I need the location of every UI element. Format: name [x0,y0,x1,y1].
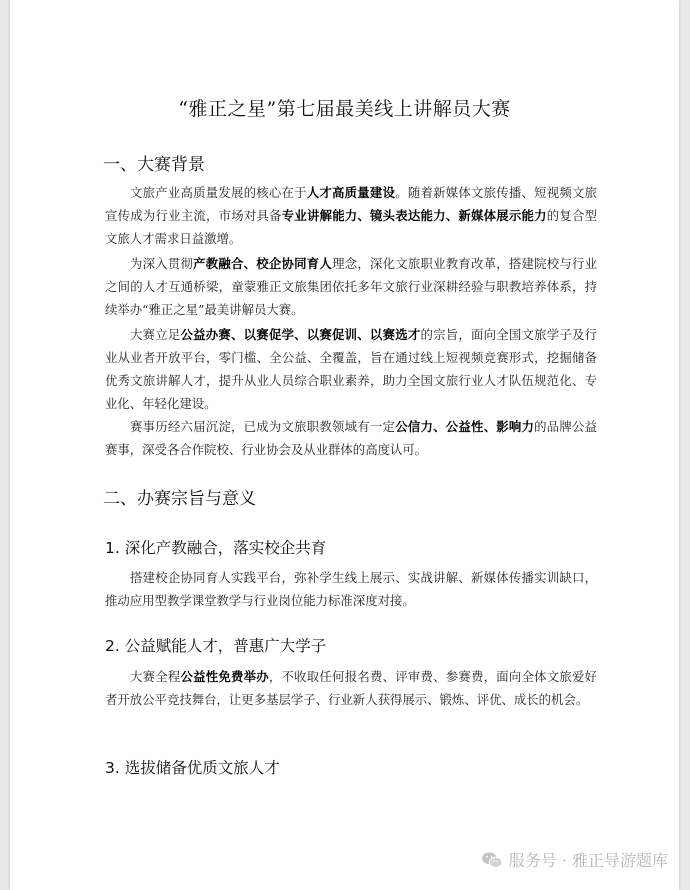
watermark [481,848,668,871]
background-paragraph-3: 大赛立足公益办赛、以赛促学、以赛促训、以赛选才的宗旨，面向全国文旅学子及行业从业者开放平台，零门槛、全公益、全覆盖，旨在通过线上短视频竞赛形式，挖掘储备优秀文旅讲解人才，提升从业人员综合职业素养，助力全国文旅行业人才队伍规范化、专业化、年轻化建设。 [105,327,598,411]
purpose-item-1-text: 搭建校企协同育人实践平台，弥补学生线上展示、实战讲解、新媒体传播实训缺口，推动应用型教学课堂教学与行业岗位能力标准深度对接。 [105,570,597,608]
section-heading-background: 一、大赛背景 [103,155,205,175]
document-title: “雅正之星”第七届最美线上讲解员大赛 [178,98,511,120]
background-paragraph-2: 为深入贯彻产教融合、校企协同育人理念，深化文旅职业教育改革，搭建院校与行业之间的人才互通桥梁，童蒙雅正文旅集团依托多年文旅行业深耕经验与职教培养体系，持续举办“雅正之星”最美讲解员大赛。 [105,256,598,317]
wechat-icon [481,851,503,869]
watermark-text: 服务号 · 雅正导游题库 [508,851,668,870]
document-page [10,0,679,890]
section-heading-purpose: 二、办赛宗旨与意义 [103,489,256,509]
purpose-item-1-heading: 1. 深化产教融合，落实校企共育 [105,539,327,557]
background-paragraph-1: 文旅产业高质量发展的核心在于人才高质量建设。随着新媒体文旅传播、短视频文旅宣传成为行业主流，市场对具备专业讲解能力、镜头表达能力、新媒体展示能力的复合型文旅人才需求日益激增。 [105,185,598,246]
purpose-item-2-text: 大赛全程公益性免费举办，不收取任何报名费、评审费、参赛费，面向全体文旅爱好者开放公平竞技舞台，让更多基层学子、行业新人获得展示、锻炼、评优、成长的机会。 [105,669,598,707]
background-paragraph-4: 赛事历经六届沉淀，已成为文旅职教领域有一定公信力、公益性、影响力的品牌公益赛事，深受各合作院校、行业协会及从业群体的高度认可。 [105,419,598,457]
purpose-item-3-heading: 3. 选拔储备优质文旅人才 [105,759,280,777]
purpose-item-2-heading: 2. 公益赋能人才，普惠广大学子 [105,637,327,655]
